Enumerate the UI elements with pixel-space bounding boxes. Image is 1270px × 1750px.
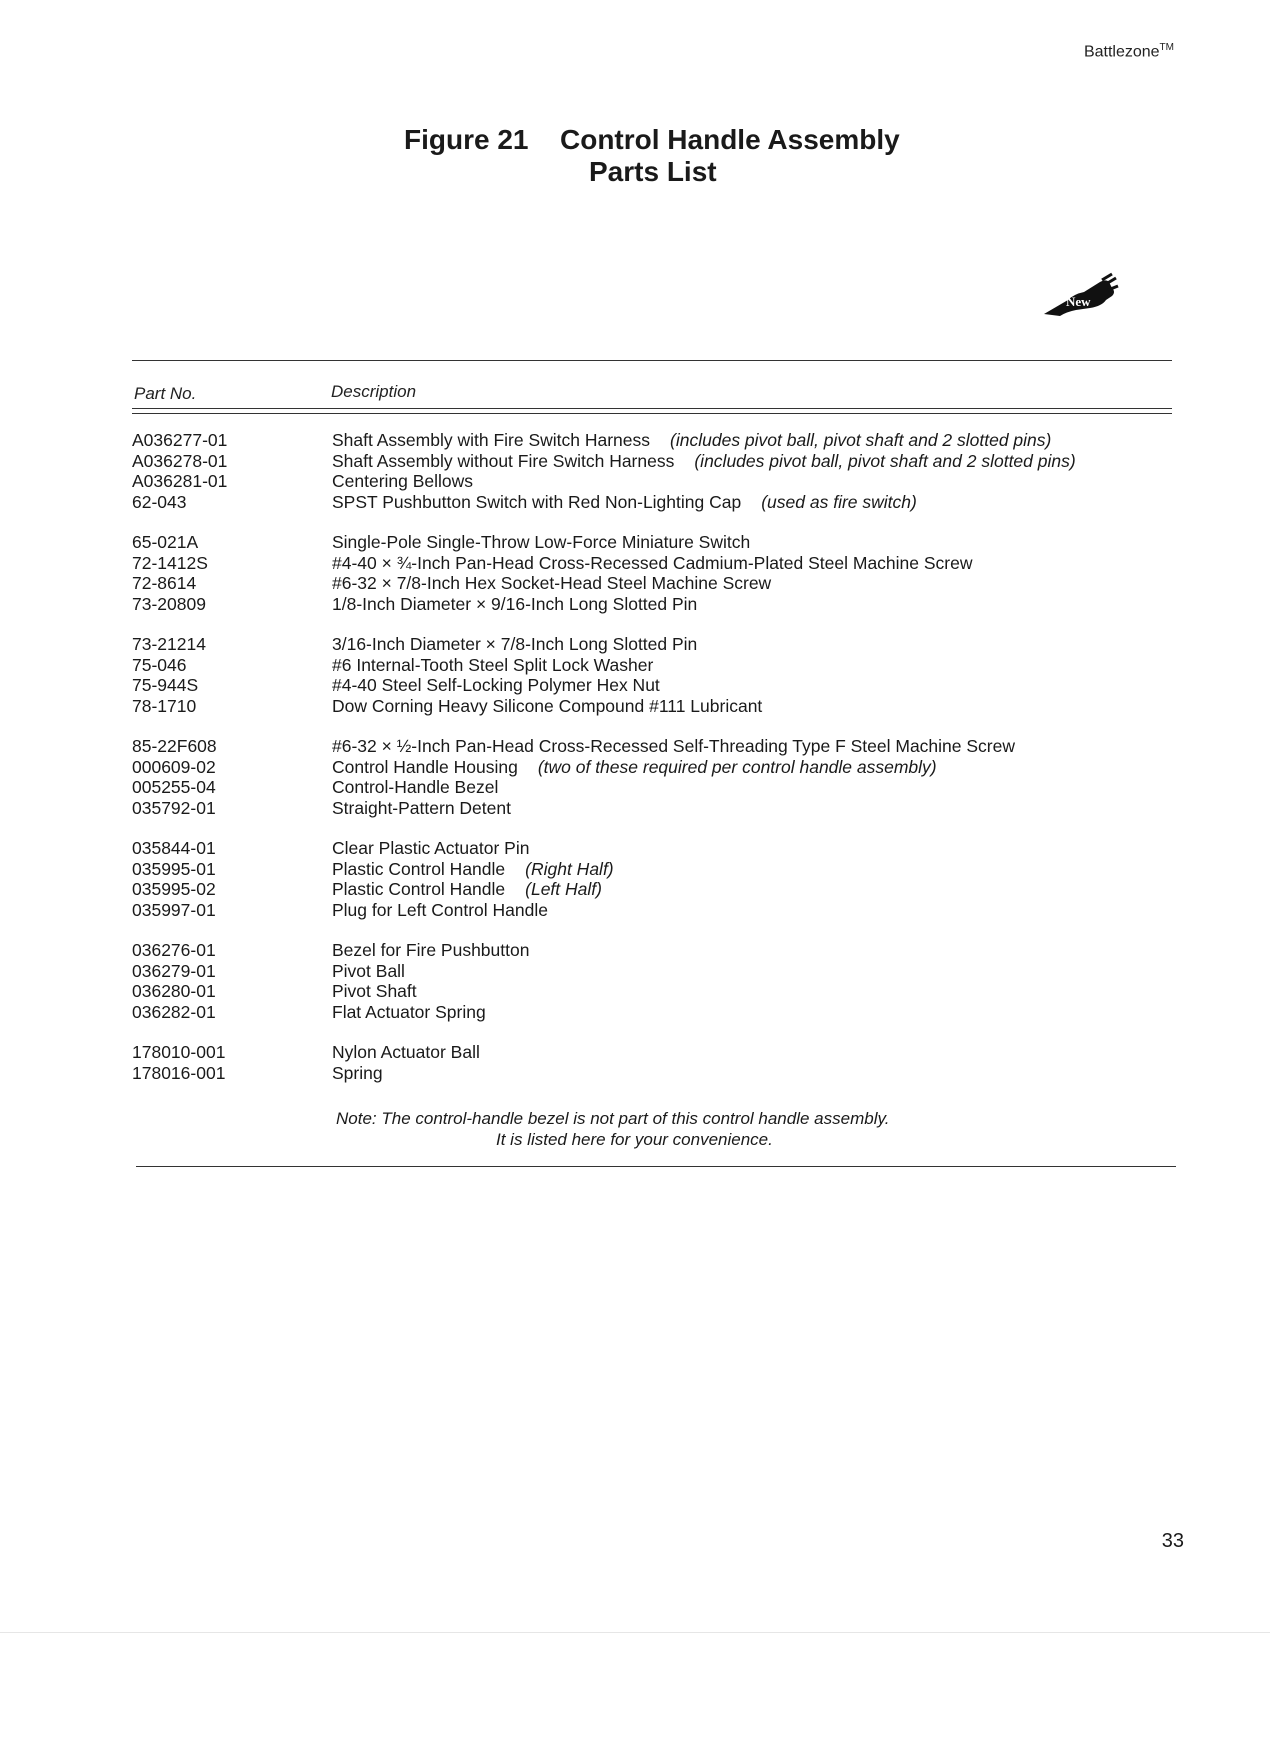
trademark: TM (1159, 42, 1174, 53)
part-description (332, 634, 1172, 655)
part-number: 035997-01 (132, 899, 216, 920)
part-description-text: 1/8-Inch Diameter × 9/16-Inch Long Slotted Pin (332, 593, 698, 614)
table-row (132, 940, 1172, 961)
footnote (336, 1108, 1036, 1150)
part-description (332, 900, 1172, 921)
part-number: 036279-01 (132, 960, 216, 981)
part-description-text: 3/16-Inch Diameter × 7/8-Inch Long Slotted Pin (332, 634, 698, 654)
page-number: 33 (1161, 1530, 1184, 1552)
part-note: (includes pivot ball, pivot shaft and 2 slotted pins) (694, 450, 1076, 471)
part-description (332, 553, 1172, 574)
parts-group (132, 430, 1172, 512)
part-description (332, 736, 1172, 757)
table-row (132, 838, 1172, 859)
part-description (332, 492, 1172, 513)
table-row (132, 1042, 1172, 1063)
column-header-description: Description (331, 382, 417, 401)
part-description (332, 777, 1172, 798)
page-subtitle: Parts List (589, 156, 717, 187)
part-description (332, 940, 1172, 961)
table-row (132, 675, 1172, 696)
part-description-text: Straight-Pattern Detent (332, 797, 511, 818)
part-description-text: #6 Internal-Tooth Steel Split Lock Washer (332, 654, 654, 675)
page-edge-divider (0, 1632, 1270, 1633)
table-row (132, 471, 1172, 492)
table-row (132, 594, 1172, 615)
part-description-text: Centering Bellows (332, 471, 474, 491)
page-title: Control Handle Assembly (560, 124, 900, 155)
part-description (332, 859, 1172, 880)
part-number: A036277-01 (132, 430, 228, 450)
part-number: 036282-01 (132, 1001, 216, 1022)
part-description-text: Nylon Actuator Ball (332, 1042, 480, 1062)
part-number: 73-20809 (132, 593, 206, 614)
part-note: (Right Half) (525, 858, 614, 879)
part-description (332, 981, 1172, 1002)
table-row (132, 430, 1172, 451)
part-description-text: Flat Actuator Spring (332, 1001, 486, 1022)
table-row (132, 553, 1172, 574)
table-row (132, 451, 1172, 472)
part-number: A036278-01 (132, 450, 228, 471)
part-description-text: Control Handle Housing (332, 756, 518, 777)
part-description (332, 471, 1172, 492)
part-description-text: #4-40 Steel Self-Locking Polymer Hex Nut (332, 675, 660, 695)
table-row (132, 757, 1172, 778)
part-number: 65-021A (132, 532, 199, 552)
part-description (332, 573, 1172, 594)
part-description-text: Control-Handle Bezel (332, 777, 499, 797)
table-row (132, 655, 1172, 676)
parts-group (132, 634, 1172, 716)
part-description-text: Dow Corning Heavy Silicone Compound #111 Lubricant (332, 695, 763, 716)
part-number: 72-8614 (132, 573, 197, 593)
footnote-line-2: It is listed here for your convenience. (496, 1130, 773, 1149)
parts-group (132, 1042, 1172, 1083)
part-description-text: Shaft Assembly without Fire Switch Harness (332, 450, 675, 471)
part-number: 75-046 (132, 654, 187, 675)
part-description-text: Pivot Shaft (332, 981, 417, 1001)
part-description (332, 451, 1172, 472)
table-row (132, 573, 1172, 594)
table-row (132, 736, 1172, 757)
part-description (332, 696, 1172, 717)
table-bottom-rule (136, 1166, 1176, 1167)
part-description-text: Plastic Control Handle (332, 858, 506, 879)
part-description (332, 757, 1172, 778)
header-underline-1 (132, 408, 1172, 409)
part-number: 035995-01 (132, 858, 216, 879)
parts-group (132, 940, 1172, 1022)
part-note: (two of these required per control handle assembly) (537, 756, 937, 777)
parts-table (132, 430, 1172, 1103)
part-description (332, 430, 1172, 451)
part-number: 178016-001 (132, 1062, 226, 1083)
part-number: 72-1412S (132, 552, 208, 573)
part-description (332, 961, 1172, 982)
part-description (332, 675, 1172, 696)
part-description-text: SPST Pushbutton Switch with Red Non-Lighting Cap (332, 491, 742, 512)
part-description-text: Plug for Left Control Handle (332, 899, 548, 920)
table-row (132, 1063, 1172, 1084)
header-underline-2 (132, 413, 1172, 414)
pointing-hand-icon (1040, 270, 1120, 330)
part-number: 035844-01 (132, 838, 216, 858)
table-row (132, 532, 1172, 553)
part-description (332, 798, 1172, 819)
table-row (132, 696, 1172, 717)
part-description-text: Shaft Assembly with Fire Switch Harness (332, 430, 651, 450)
part-number: 178010-001 (132, 1042, 226, 1062)
figure-label: Figure 21 (404, 124, 529, 155)
part-description-text: Spring (332, 1062, 383, 1083)
part-description-text: #4-40 × ¾-Inch Pan-Head Cross-Recessed Cadmium-Plated Steel Machine Screw (332, 552, 973, 573)
table-top-rule (132, 360, 1172, 361)
part-note: (used as fire switch) (761, 491, 917, 512)
new-badge-label: New (1066, 294, 1091, 309)
table-row (132, 492, 1172, 513)
parts-group (132, 532, 1172, 614)
table-row (132, 859, 1172, 880)
part-number: 000609-02 (132, 756, 216, 777)
table-row (132, 1002, 1172, 1023)
part-description-text: Single-Pole Single-Throw Low-Force Miniature Switch (332, 532, 751, 552)
parts-group (132, 736, 1172, 818)
table-row (132, 777, 1172, 798)
product-name: Battlezone™ (1083, 42, 1174, 61)
column-header-part-no: Part No. (134, 384, 197, 403)
part-description-text: Bezel for Fire Pushbutton (332, 940, 530, 960)
part-number: 75-944S (132, 675, 199, 695)
part-number: 73-21214 (132, 634, 206, 654)
part-number: A036281-01 (132, 471, 228, 491)
footnote-line-1: Note: The control-handle bezel is not part of this control handle assembly. (336, 1109, 890, 1128)
part-description-text: #6-32 × 7/8-Inch Hex Socket-Head Steel Machine Screw (332, 573, 772, 593)
table-row (132, 634, 1172, 655)
part-description-text: Plastic Control Handle (332, 879, 506, 899)
part-number: 78-1710 (132, 695, 197, 716)
part-description-text: #6-32 × ½-Inch Pan-Head Cross-Recessed Self-Threading Type F Steel Machine Screw (332, 736, 1015, 756)
part-number: 035792-01 (132, 797, 216, 818)
part-description (332, 1063, 1172, 1084)
part-number: 62-043 (132, 491, 187, 512)
parts-group (132, 838, 1172, 920)
part-number: 036280-01 (132, 981, 216, 1001)
part-description (332, 655, 1172, 676)
new-badge (1040, 270, 1120, 330)
table-row (132, 900, 1172, 921)
table-row (132, 961, 1172, 982)
part-note: (Left Half) (525, 879, 602, 899)
part-number: 036276-01 (132, 940, 216, 960)
part-description-text: Pivot Ball (332, 960, 405, 981)
part-number: 035995-02 (132, 879, 216, 899)
part-description (332, 838, 1172, 859)
table-row (132, 981, 1172, 1002)
part-description (332, 1002, 1172, 1023)
part-description (332, 879, 1172, 900)
part-note: (includes pivot ball, pivot shaft and 2 slotted pins) (670, 430, 1052, 450)
part-description (332, 532, 1172, 553)
part-description (332, 594, 1172, 615)
part-description-text: Clear Plastic Actuator Pin (332, 838, 530, 858)
part-description (332, 1042, 1172, 1063)
table-row (132, 879, 1172, 900)
part-number: 005255-04 (132, 777, 216, 797)
part-number: 85-22F608 (132, 736, 217, 756)
table-row (132, 798, 1172, 819)
